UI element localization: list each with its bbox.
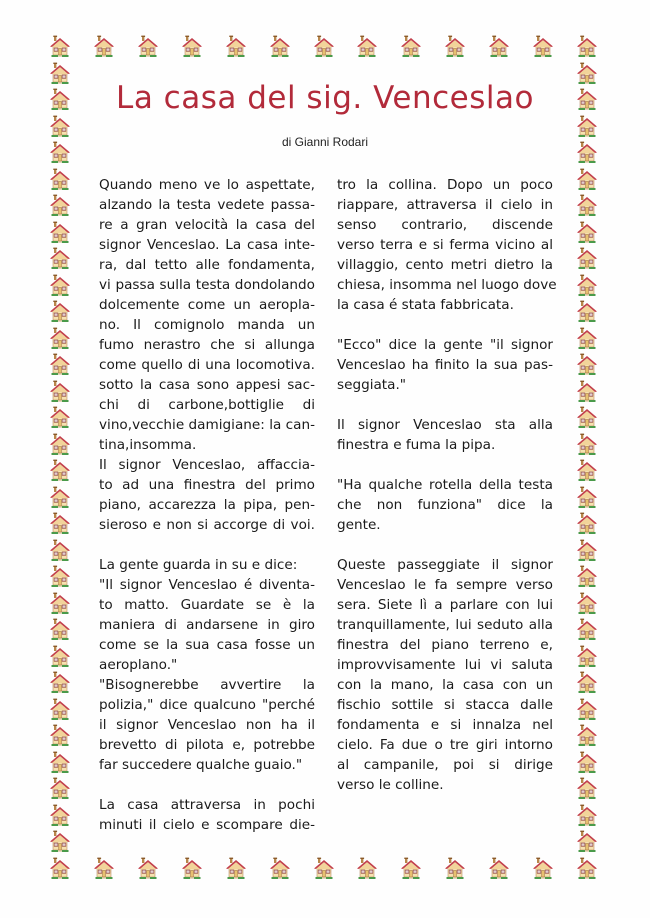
house-icon bbox=[48, 168, 72, 192]
text-line: re a gran velocità la casa del bbox=[99, 217, 315, 233]
text-line: fondamenta e si innalza nel bbox=[337, 717, 553, 733]
house-icon bbox=[355, 35, 379, 59]
house-icon bbox=[575, 857, 599, 881]
house-icon bbox=[48, 830, 72, 854]
text-line: al campanile, poi si dirige bbox=[337, 757, 553, 773]
house-icon bbox=[575, 512, 599, 536]
house-icon bbox=[92, 35, 116, 59]
house-icon bbox=[48, 327, 72, 351]
house-icon bbox=[575, 565, 599, 589]
paragraph-gap bbox=[337, 455, 553, 475]
text-line: la casa é stata fabbricata. bbox=[337, 297, 514, 313]
text-line: finestra del piano terreno e, bbox=[337, 637, 553, 653]
house-icon bbox=[48, 857, 72, 881]
house-icon bbox=[48, 724, 72, 748]
text-line: Quando meno ve lo aspettate, bbox=[99, 177, 315, 193]
house-icon bbox=[48, 698, 72, 722]
text-line: to matto. Guardate se è la bbox=[99, 597, 315, 613]
text-line: improvvisamente lui vi saluta bbox=[337, 657, 553, 673]
paragraph-gap bbox=[99, 535, 315, 555]
house-icon bbox=[48, 512, 72, 536]
text-line: cielo. Fa due o tre giri intorno bbox=[337, 737, 553, 753]
house-icon bbox=[575, 380, 599, 404]
text-line: seggiata." bbox=[337, 377, 407, 393]
house-icon bbox=[399, 35, 423, 59]
text-line: Il signor Venceslao sta alla bbox=[337, 417, 553, 433]
text-line: verso terra e si ferma vicino al bbox=[337, 237, 553, 253]
document-title: La casa del sig. Venceslao bbox=[116, 80, 534, 116]
text-line: riappare, attraversa il cielo in bbox=[337, 197, 553, 213]
text-line: tro la collina. Dopo un poco bbox=[337, 177, 553, 193]
text-line: fischio sottile si stacca dalle bbox=[337, 697, 553, 713]
house-icon bbox=[575, 698, 599, 722]
house-icon bbox=[575, 300, 599, 324]
house-icon bbox=[48, 274, 72, 298]
house-icon bbox=[224, 857, 248, 881]
house-icon bbox=[48, 671, 72, 695]
text-line: che non funziona" dice la bbox=[337, 497, 553, 513]
text-line: chiesa, insomma nel luogo dove bbox=[337, 277, 557, 293]
house-icon bbox=[575, 459, 599, 483]
text-line: ra, dal tetto alle fondamenta, bbox=[99, 257, 315, 273]
house-icon bbox=[48, 194, 72, 218]
house-icon bbox=[224, 35, 248, 59]
text-line: sotto la casa sono appesi sac- bbox=[99, 377, 315, 393]
house-icon bbox=[180, 857, 204, 881]
text-line: villaggio, cento metri dietro la bbox=[337, 257, 553, 273]
house-icon bbox=[575, 221, 599, 245]
text-line: finestra e fuma la pipa. bbox=[337, 437, 496, 453]
text-line: Venceslao le fa sempre verso bbox=[337, 577, 553, 593]
paragraph-gap bbox=[337, 395, 553, 415]
house-icon bbox=[48, 221, 72, 245]
house-icon bbox=[575, 830, 599, 854]
house-icon bbox=[136, 857, 160, 881]
house-icon bbox=[48, 486, 72, 510]
house-icon bbox=[575, 645, 599, 669]
house-icon bbox=[575, 777, 599, 801]
text-line: come se la sua casa fosse un bbox=[99, 637, 315, 653]
text-line: come quello di una locomotiva. bbox=[99, 357, 315, 373]
house-icon bbox=[487, 857, 511, 881]
text-line: "Ecco" dice la gente "il signor bbox=[337, 337, 553, 353]
text-line: dolcemente come un aeropla- bbox=[99, 297, 315, 313]
text-line: sera. Siete lì a parlare con lui bbox=[337, 597, 553, 613]
text-line: chi di carbone,bottiglie di bbox=[99, 397, 315, 413]
text-line: il signor Venceslao non ha il bbox=[99, 717, 315, 733]
text-line: con la mano, la casa con un bbox=[337, 677, 553, 693]
house-icon bbox=[531, 857, 555, 881]
house-icon bbox=[48, 804, 72, 828]
text-line: minuti il cielo e scompare die- bbox=[99, 817, 315, 833]
house-icon bbox=[575, 194, 599, 218]
house-icon bbox=[575, 168, 599, 192]
house-icon bbox=[575, 671, 599, 695]
house-icon bbox=[575, 433, 599, 457]
house-icon bbox=[48, 380, 72, 404]
text-line: alzando la testa vedete passa- bbox=[99, 197, 315, 213]
text-line: no. Il comignolo manda un bbox=[99, 317, 315, 333]
text-line: La casa attraversa in pochi bbox=[99, 797, 315, 813]
text-line: Queste passeggiate il signor bbox=[337, 557, 553, 573]
house-icon bbox=[487, 35, 511, 59]
house-icon bbox=[268, 35, 292, 59]
house-icon bbox=[575, 274, 599, 298]
text-column-right bbox=[337, 175, 557, 795]
text-line: senso contrario, discende bbox=[337, 217, 553, 233]
house-icon bbox=[268, 857, 292, 881]
text-line: brevetto di pilota e, potrebbe bbox=[99, 737, 315, 753]
house-icon bbox=[443, 857, 467, 881]
house-icon bbox=[136, 35, 160, 59]
house-icon bbox=[48, 433, 72, 457]
paragraph-gap bbox=[337, 535, 553, 555]
house-icon bbox=[48, 300, 72, 324]
house-icon bbox=[575, 353, 599, 377]
document-author: di Gianni Rodari bbox=[281, 135, 369, 149]
text-column-left bbox=[99, 175, 315, 835]
house-icon bbox=[48, 539, 72, 563]
text-line: verso le colline. bbox=[337, 777, 444, 793]
house-icon bbox=[312, 35, 336, 59]
house-icon bbox=[312, 857, 336, 881]
text-line: Il signor Venceslao, affaccia- bbox=[99, 457, 315, 473]
house-icon bbox=[575, 751, 599, 775]
house-icon bbox=[575, 406, 599, 430]
text-line: polizia," dice qualcuno "perché bbox=[99, 697, 315, 713]
house-icon bbox=[48, 353, 72, 377]
text-line: aeroplano." bbox=[99, 657, 178, 673]
text-line: "Bisognerebbe avvertire la bbox=[99, 677, 315, 693]
text-line: fumo nerastro che si allunga bbox=[99, 337, 315, 353]
text-line: "Il signor Venceslao é diventa- bbox=[99, 577, 315, 593]
house-icon bbox=[575, 35, 599, 59]
house-icon bbox=[399, 857, 423, 881]
house-icon bbox=[575, 618, 599, 642]
house-icon bbox=[48, 565, 72, 589]
house-icon bbox=[48, 592, 72, 616]
text-line: sieroso e non si accorge di voi. bbox=[99, 517, 315, 533]
house-icon bbox=[575, 327, 599, 351]
text-line: to ad una finestra del primo bbox=[99, 477, 315, 493]
house-icon bbox=[48, 406, 72, 430]
house-icon bbox=[531, 35, 555, 59]
house-icon bbox=[575, 592, 599, 616]
text-line: vi passa sulla testa dondolando bbox=[99, 277, 315, 293]
text-line: Venceslao ha finito la sua pas- bbox=[337, 357, 553, 373]
house-icon bbox=[48, 751, 72, 775]
house-icon bbox=[575, 486, 599, 510]
text-line: signor Venceslao. La casa inte- bbox=[99, 237, 315, 253]
house-icon bbox=[48, 777, 72, 801]
text-line: maniera di andarsene in giro bbox=[99, 617, 315, 633]
text-line: far succedere qualche guaio." bbox=[99, 757, 303, 773]
house-icon bbox=[575, 539, 599, 563]
text-line: La gente guarda in su e dice: bbox=[99, 557, 298, 573]
house-icon bbox=[575, 724, 599, 748]
house-icon bbox=[48, 618, 72, 642]
house-icon bbox=[48, 35, 72, 59]
house-icon bbox=[92, 857, 116, 881]
house-icon bbox=[48, 459, 72, 483]
text-line: vino,vecchie damigiane: la can- bbox=[99, 417, 315, 433]
house-icon bbox=[180, 35, 204, 59]
text-line: piano, accarezza la pipa, pen- bbox=[99, 497, 315, 513]
house-icon bbox=[355, 857, 379, 881]
text-line: tranquillamente, lui seduto alla bbox=[337, 617, 553, 633]
text-line: tina,insomma. bbox=[99, 437, 197, 453]
house-icon bbox=[575, 804, 599, 828]
house-icon bbox=[48, 645, 72, 669]
paragraph-gap bbox=[337, 315, 553, 335]
house-icon bbox=[443, 35, 467, 59]
text-line: gente. bbox=[337, 517, 381, 533]
text-line: "Ha qualche rotella della testa bbox=[337, 477, 553, 493]
house-icon bbox=[48, 247, 72, 271]
house-icon bbox=[575, 247, 599, 271]
paragraph-gap bbox=[99, 775, 315, 795]
